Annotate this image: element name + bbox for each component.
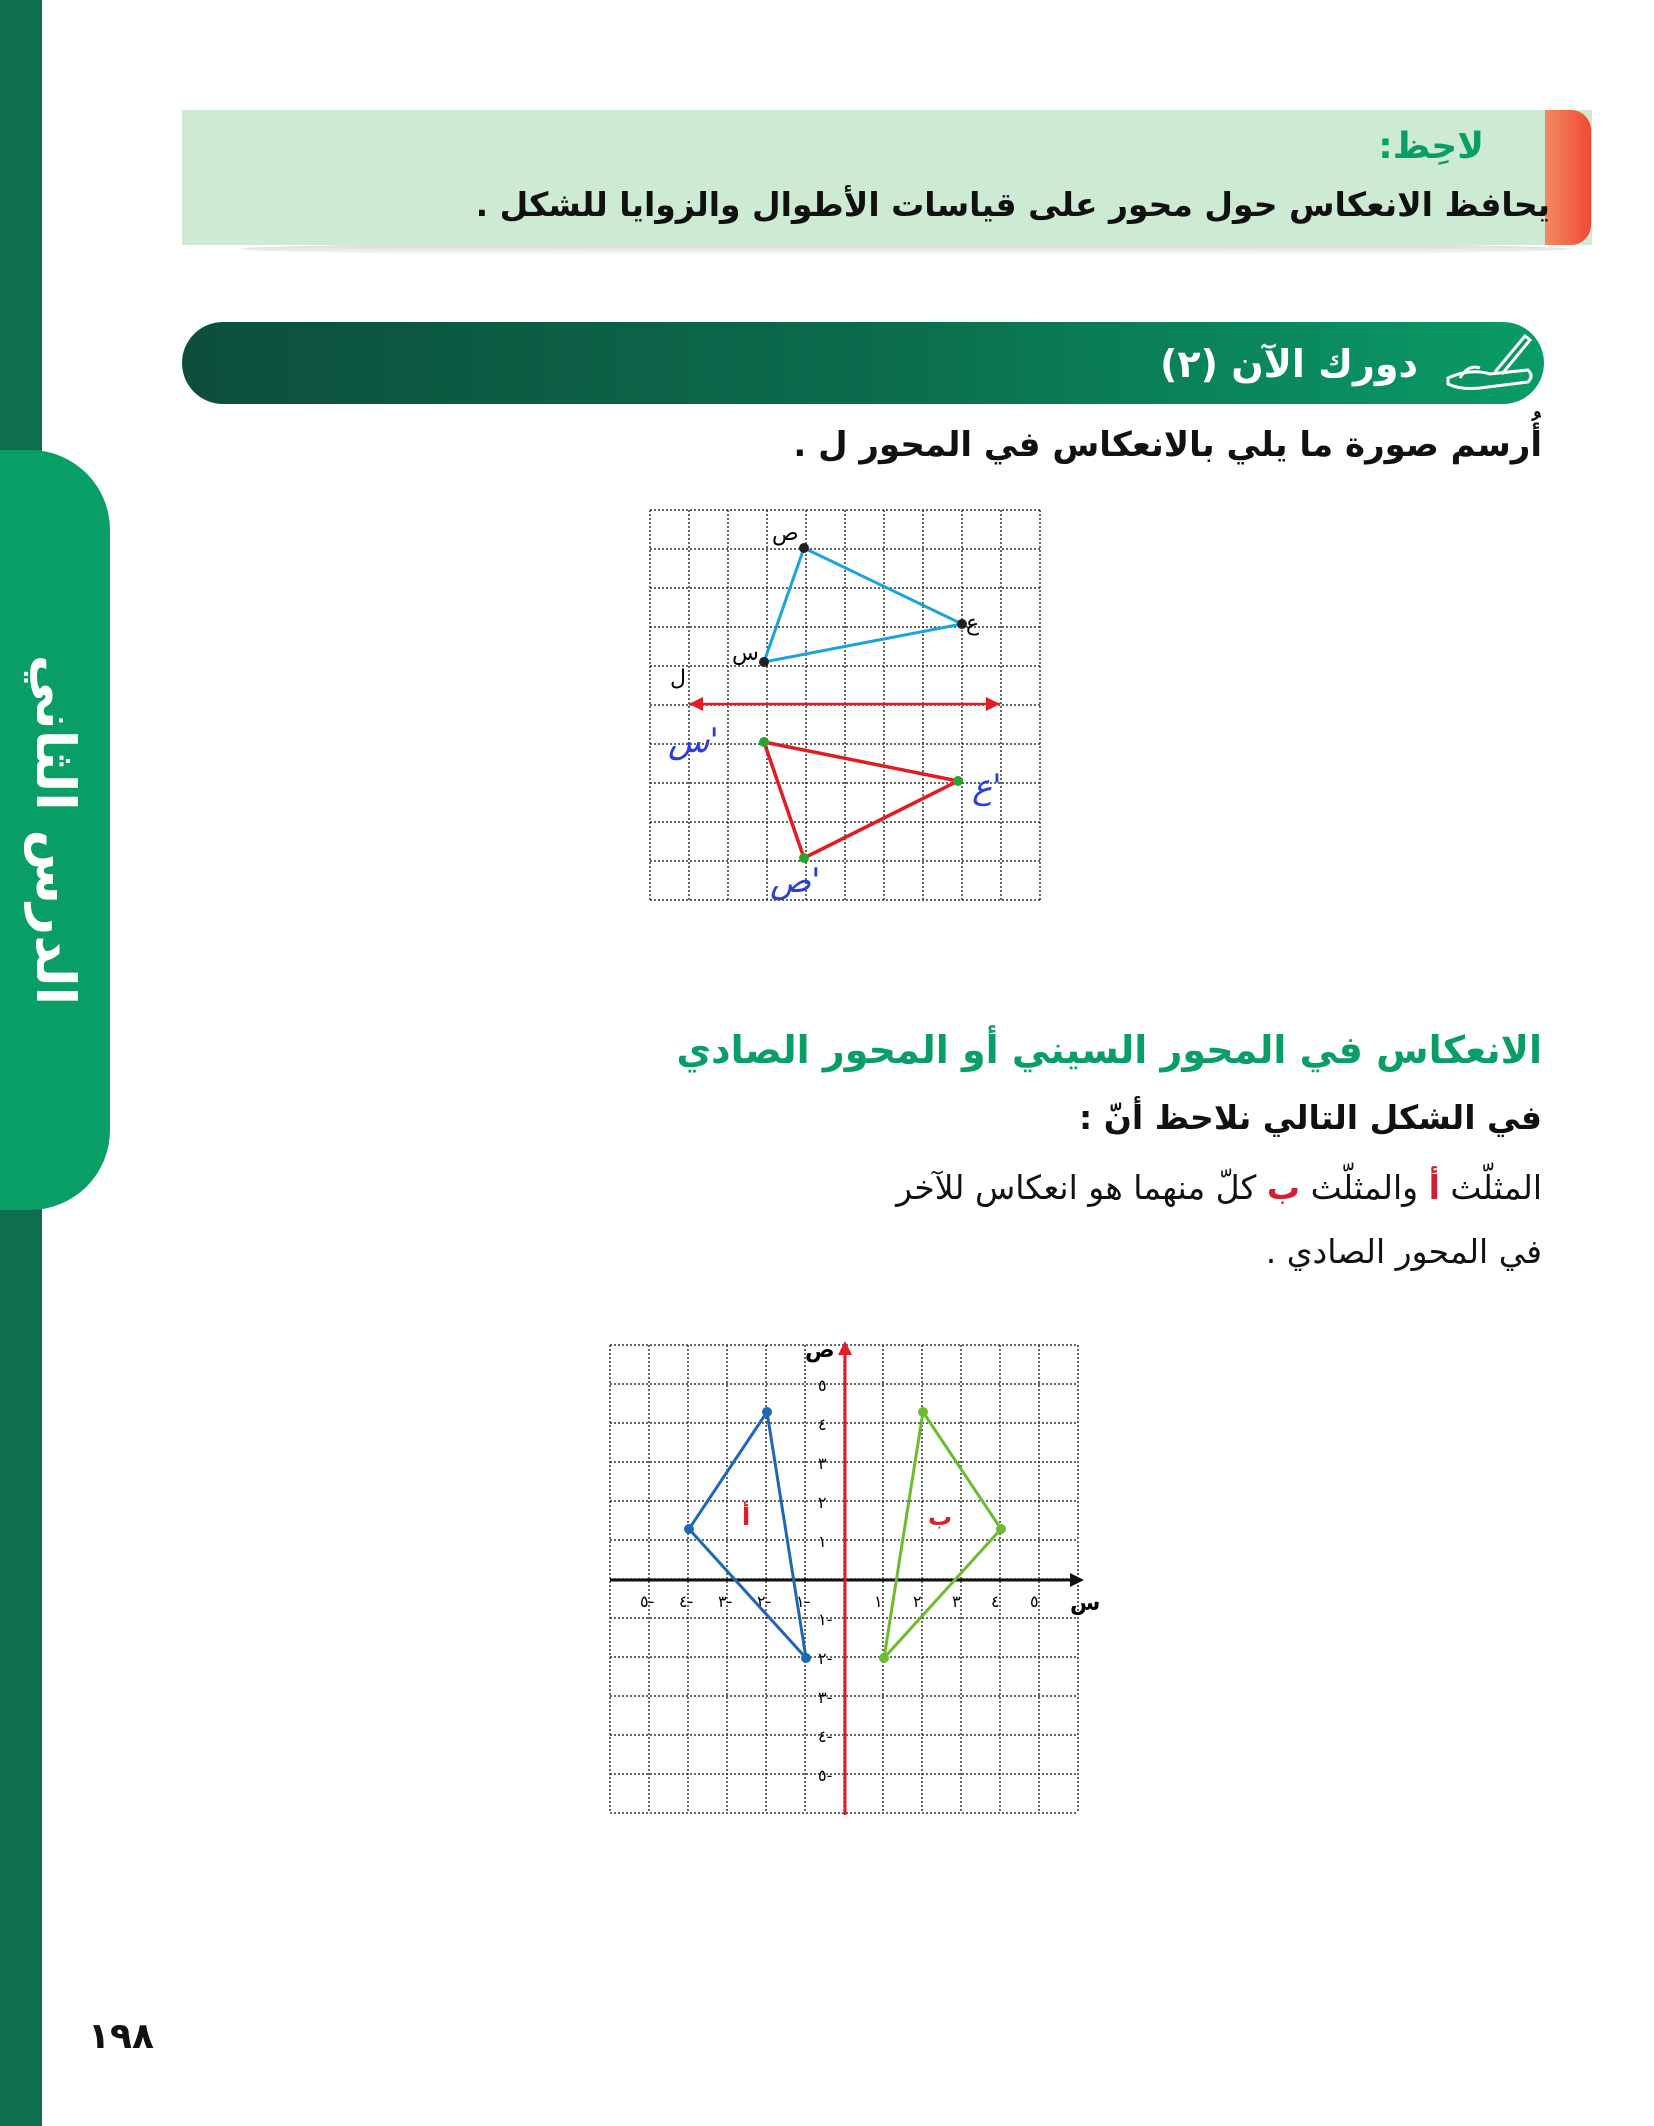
- y-tick-label: ٢: [818, 1493, 827, 1512]
- vertex-label: س: [732, 641, 759, 666]
- vertex-label: ص: [772, 521, 799, 546]
- vertex-point: [953, 776, 963, 786]
- sentence-mid: والمثلّث: [1310, 1168, 1419, 1207]
- x-tick-label: ١: [874, 1592, 883, 1611]
- y-tick-label: ٤: [818, 1415, 827, 1434]
- x-axis-arrow: [1070, 1573, 1084, 1587]
- triangle-b-name: ب: [1266, 1168, 1301, 1207]
- banner-title: دورك الآن (٢): [1160, 342, 1418, 386]
- section-intro: في الشكل التالي نلاحظ أنّ :: [1079, 1098, 1542, 1137]
- vertex-point: [918, 1407, 928, 1417]
- section-title: الانعكاس في المحور السيني أو المحور الصادي: [676, 1028, 1542, 1072]
- vertex-point: [801, 1653, 811, 1663]
- vertex-point: [684, 1524, 694, 1534]
- triangle-b: [884, 1412, 1001, 1658]
- hand-writing-icon: [1440, 328, 1540, 398]
- x-tick-labels: [640, 1592, 1039, 1611]
- section-sentence: [896, 1168, 1542, 1207]
- y-tick-label: ١: [818, 1532, 827, 1551]
- handwritten-vertex-label: ع': [972, 767, 1002, 807]
- axis-arrow-left: [689, 697, 703, 711]
- x-tick-label: ٥: [1030, 1592, 1039, 1611]
- y-tick-label: ٤-: [818, 1727, 833, 1746]
- triangle-a-name: أ: [1428, 1168, 1440, 1207]
- lesson-label: الدرس الثاني: [24, 654, 87, 1006]
- triangle-a-label: أ: [742, 1503, 751, 1531]
- original-triangle: [764, 548, 962, 662]
- sentence-end: كلّ منهما هو انعكاس للآخر: [896, 1168, 1257, 1207]
- y-tick-label: ٣: [818, 1454, 827, 1473]
- note-title: لاحِظ:: [1378, 126, 1484, 167]
- vertex-point: [879, 1653, 889, 1663]
- x-tick-label: ٤: [991, 1592, 1000, 1611]
- note-accent-tab: [1545, 110, 1591, 245]
- y-tick-label: ٥-: [818, 1766, 833, 1785]
- vertex-label: ع: [966, 611, 980, 636]
- vertex-point: [759, 737, 769, 747]
- reflected-triangle: [764, 742, 958, 858]
- handwritten-vertex-label: س': [668, 721, 719, 761]
- note-text: يحافظ الانعكاس حول محور على قياسات الأطوال والزوايا للشكل .: [475, 185, 1550, 224]
- vertex-point: [762, 1407, 772, 1417]
- x-tick-label: ٣: [952, 1592, 961, 1611]
- reflection-exercise-figure: [640, 500, 1050, 910]
- x-tick-label: ٣-: [718, 1592, 733, 1611]
- vertex-point: [996, 1524, 1006, 1534]
- x-axis-label: س: [1070, 1591, 1101, 1616]
- vertex-point: [759, 657, 769, 667]
- x-tick-label: ١-: [796, 1592, 811, 1611]
- x-tick-label: ٢: [913, 1592, 922, 1611]
- page-number: ١٩٨: [88, 2016, 154, 2057]
- x-tick-label: ٥-: [640, 1592, 655, 1611]
- coordinate-graph: [600, 1335, 1101, 1825]
- handwritten-vertex-label: ص': [770, 861, 821, 901]
- x-tick-label: ٤-: [679, 1592, 694, 1611]
- section-sentence-line2: في المحور الصادي .: [1265, 1232, 1542, 1271]
- vertex-point: [799, 543, 809, 553]
- y-tick-label: ١-: [818, 1610, 833, 1629]
- exercise-instruction: أُرسم صورة ما يلي بالانعكاس في المحور ل .: [793, 425, 1542, 465]
- sentence-start: المثلّث: [1450, 1168, 1542, 1207]
- axis-label: ل: [670, 666, 686, 691]
- axis-arrow-right: [986, 697, 1000, 711]
- x-tick-label: ٢-: [757, 1592, 772, 1611]
- triangle-b-label: ب: [928, 1503, 953, 1531]
- y-axis-arrow: [838, 1341, 852, 1355]
- y-tick-label: ٣-: [818, 1688, 833, 1707]
- y-axis-label: ص: [805, 1338, 835, 1363]
- y-tick-label: ٢-: [818, 1649, 833, 1668]
- y-tick-label: ٥: [818, 1376, 827, 1395]
- triangle-a: [689, 1412, 806, 1658]
